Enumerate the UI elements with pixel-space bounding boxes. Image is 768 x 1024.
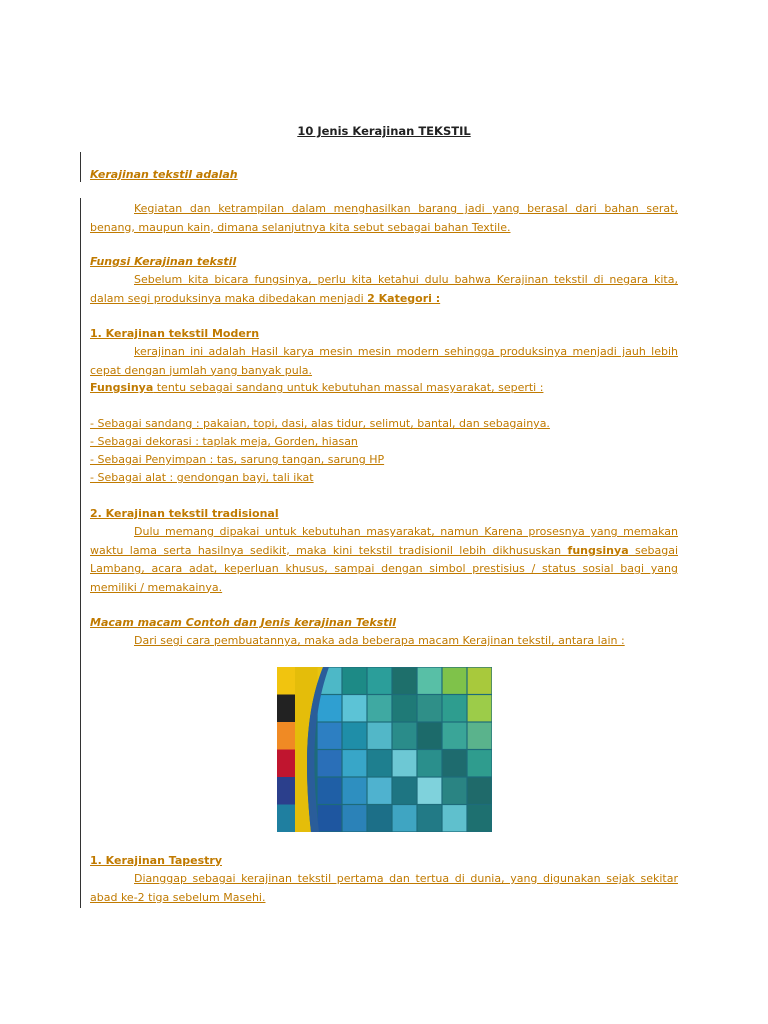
mosaic-tile [418,668,442,694]
tradisional-fungsi: fungsinya [567,543,629,557]
mosaic-tile [418,695,442,721]
mosaic-tile [318,750,342,776]
mosaic-tile [418,778,442,804]
mosaic-tile [343,723,367,749]
mosaic-tile [368,805,392,831]
margin-bar [80,198,81,908]
page-title: 10 Jenis Kerajinan TEKSTIL [297,124,471,138]
mosaic-tile [318,805,342,831]
tradisional-body-post: sebagai Lambang, acara adat, keperluan khusus, sampai dengan simbol prestisius / status sosial bagi yang memiliki / memakainya. [90,543,678,594]
tradisional-heading: 2. Kerajinan tekstil tradisional [90,507,279,520]
mosaic-tile [318,778,342,804]
tradisional-body-pre: Dulu memang dipakai untuk kebutuhan masyarakat, namun Karena prosesnya yang memakan waktu lama serta hasilnya sedikit, maka kini tekstil tradisionil lebih dikhususkan [90,525,678,557]
modern-fungsi-label: Fungsinya [90,381,154,394]
mosaic-tile [443,750,467,776]
mosaic-tile [468,805,492,831]
mosaic-tile [393,668,417,694]
mosaic-tile [418,805,442,831]
mosaic-tile [318,723,342,749]
mosaic-stripe [277,805,295,833]
mosaic-tile [443,805,467,831]
mosaic-tile [393,750,417,776]
mosaic-stripe [277,722,295,750]
mosaic-tile [443,723,467,749]
mosaic-stripe [277,750,295,778]
mosaic-tile [393,723,417,749]
tapestry-body: Dianggap sebagai kerajinan tekstil pertama dan tertua di dunia, yang digunakan sejak sekitar abad ke-2 tiga sebelum Masehi. [90,872,678,904]
definisi-body: Kegiatan dan ketrampilan dalam menghasilkan barang jadi yang berasal dari bahan serat, benang, maupun kain, dimana selanjutnya kita sebut sebagai bahan Textile. [90,202,678,234]
mosaic-tile [368,668,392,694]
mosaic-tile [468,723,492,749]
modern-paragraph [90,343,678,380]
mosaic-tile [393,778,417,804]
macam-paragraph [90,632,678,651]
mosaic-tile [343,750,367,776]
modern-fungsi-line [90,379,678,398]
fungsi-heading: Fungsi Kerajinan tekstil [90,255,237,268]
mosaic-stripe [277,777,295,805]
mosaic-tile [343,695,367,721]
mosaic-tile [418,750,442,776]
tapestry-paragraph [90,870,678,907]
macam-heading: Macam macam Contoh dan Jenis kerajinan Tekstil [90,616,397,629]
definisi-paragraph [90,200,678,237]
mosaic-tile [393,695,417,721]
mosaic-tile [343,805,367,831]
margin-bar-top [80,152,81,182]
list-item: - Sebagai alat : gendongan bayi, tali ikat [90,471,314,484]
textile-image [277,667,492,832]
list-item: - Sebagai dekorasi : taplak meja, Gorden, hiasan [90,435,358,448]
mosaic-tile [368,695,392,721]
mosaic-tile [343,668,367,694]
mosaic-tile [443,668,467,694]
mosaic-tile [443,695,467,721]
mosaic-tile [468,778,492,804]
mosaic-tile [418,723,442,749]
mosaic-tile [393,805,417,831]
mosaic-tile [468,668,492,694]
modern-heading: 1. Kerajinan tekstil Modern [90,327,260,340]
mosaic-tile [343,778,367,804]
mosaic-tile [318,695,342,721]
tradisional-paragraph [90,523,678,597]
fungsi-paragraph [90,271,678,308]
mosaic-tile [468,750,492,776]
fungsi-body: Sebelum kita bicara fungsinya, perlu kita ketahui dulu bahwa Kerajinan tekstil di negara kita, dalam segi produksinya maka dibedakan menjadi [90,273,678,305]
mosaic-tile [443,778,467,804]
mosaic-tile [368,778,392,804]
mosaic-tile [368,723,392,749]
modern-body: kerajinan ini adalah Hasil karya mesin mesin modern sehingga produksinya menjadi jauh lebih cepat dengan jumlah yang banyak pula. [90,345,678,377]
fungsi-kategori: 2 Kategori : [367,291,441,305]
mosaic-tile [368,750,392,776]
mosaic-stripe [277,667,295,695]
tapestry-heading: 1. Kerajinan Tapestry [90,854,222,867]
mosaic-stripe [277,695,295,723]
definisi-heading: Kerajinan tekstil adalah [90,168,238,181]
list-item: - Sebagai sandang : pakaian, topi, dasi, alas tidur, selimut, bantal, dan sebagainya. [90,417,550,430]
list-item: - Sebagai Penyimpan : tas, sarung tangan, sarung HP [90,453,385,466]
mosaic-tile [468,695,492,721]
modern-fungsi-text: tentu sebagai sandang untuk kebutuhan massal masyarakat, seperti : [153,381,544,394]
macam-body: Dari segi cara pembuatannya, maka ada beberapa macam Kerajinan tekstil, antara lain : [134,634,625,647]
